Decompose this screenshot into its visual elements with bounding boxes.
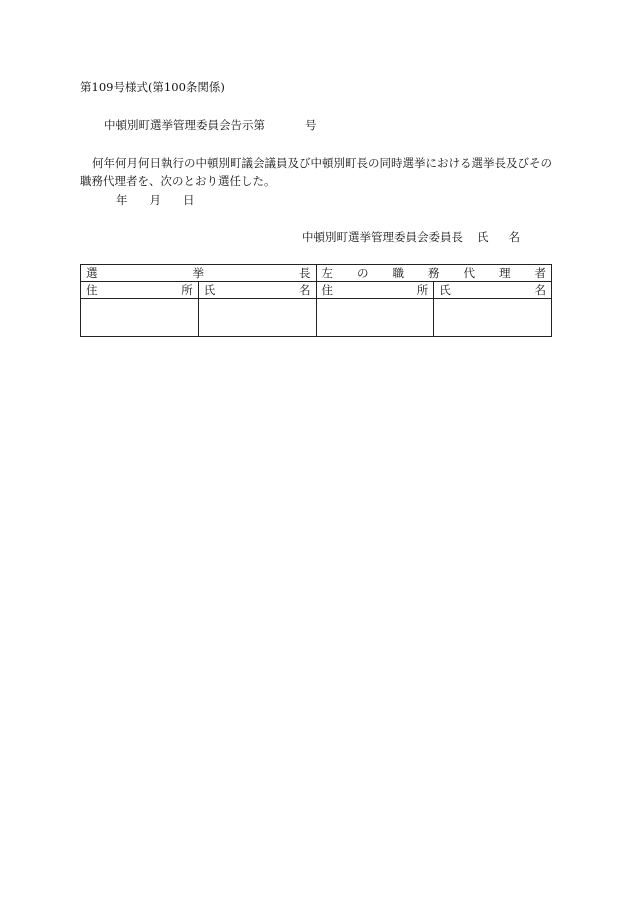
header-election-chief [81,265,317,282]
cell-deputy-name [434,299,552,337]
table-header-row [81,265,552,282]
subheader-char: 名 [299,283,311,297]
signature-mei: 名 [508,230,520,244]
subheader-address [81,282,199,299]
date-year: 年 [116,193,128,207]
subheader-char: 名 [534,283,546,297]
header-char: 代 [463,266,475,280]
date-day: 日 [183,193,195,207]
notice-suffix: 号 [305,118,317,132]
header-deputy [316,265,552,282]
table-row [81,299,552,337]
header-char: 挙 [192,266,204,280]
subheader-address [316,282,434,299]
subheader-char: 住 [321,283,333,297]
header-char: 長 [299,266,311,280]
signature-line [302,229,520,245]
header-char: 者 [534,266,546,280]
cell-deputy-address [316,299,434,337]
table-subheader-row [81,282,552,299]
header-char: 職 [392,266,404,280]
cell-chief-name [198,299,316,337]
subheader-char: 所 [181,283,193,297]
body-text: 何年何月何日執行の中頓別町議会議員及び中頓別町長の同時選挙における選挙長及びその職務代理者を、次のとおり選任した。 [80,156,552,188]
notice-heading [104,117,317,133]
header-char: 理 [499,266,511,280]
header-char: 選 [86,266,98,280]
subheader-name [434,282,552,299]
appointment-table [80,264,552,337]
date-line [116,192,195,208]
header-char: 左 [321,266,333,280]
subheader-char: 住 [86,283,98,297]
header-char: の [357,266,369,280]
cell-chief-address [81,299,199,337]
subheader-char: 氏 [439,283,451,297]
header-char: 務 [428,266,440,280]
form-number: 第109号様式(第100条関係) [80,80,225,94]
signature-shi: 氏 [477,230,489,244]
signature-title: 中頓別町選挙管理委員会委員長 [302,230,463,244]
notice-prefix: 中頓別町選挙管理委員会告示第 [104,118,265,132]
subheader-char: 氏 [203,283,216,297]
subheader-char: 所 [416,283,429,297]
subheader-name [198,282,316,299]
date-month: 月 [149,193,161,207]
